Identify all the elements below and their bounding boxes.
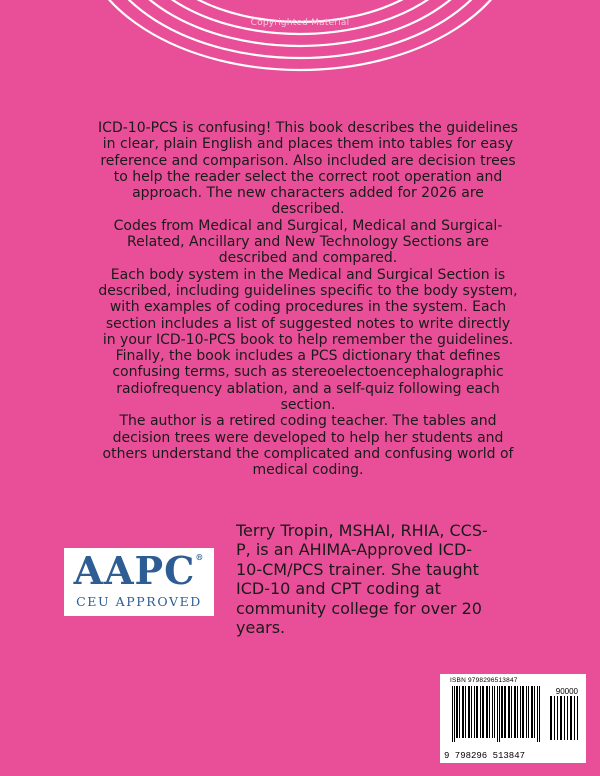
copyright-watermark: Copyrighted Material bbox=[250, 18, 350, 28]
isbn-barcode bbox=[440, 674, 586, 763]
registered-mark: ® bbox=[195, 552, 205, 562]
aapc-logo-text: AAPC® bbox=[73, 548, 205, 593]
description-paragraph: Each body system in the Medical and Surgical Section is described, including guidelines specific to the body system, with examples of coding procedures in the system. Each section includes a list of suggested notes to write directly in your ICD-10-PCS book to help remember the guidelines. bbox=[98, 266, 518, 348]
price-code: 90000 bbox=[555, 687, 578, 696]
decorative-arcs bbox=[0, 0, 600, 110]
description-paragraph: Finally, the book includes a PCS dictionary that defines confusing terms, such as stereoelectoencephalographic radiofrequency ablation, and a self-quiz following each section. bbox=[112, 348, 504, 414]
description-paragraph: Codes from Medical and Surgical, Medical and Surgical-Related, Ancillary and New Technology Sections are described and compared. bbox=[113, 217, 503, 267]
book-description bbox=[98, 120, 518, 479]
isbn-label: ISBN 9798296513847 bbox=[450, 677, 518, 684]
description-paragraph: The author is a retired coding teacher. The tables and decision trees were developed to help her students and others understand the complicated and confusing world of medical coding. bbox=[102, 413, 514, 479]
description-paragraph: ICD-10-PCS is confusing! This book describes the guidelines in clear, plain English and places them into tables for easy reference and comparison. Also included are decision trees to help the reader select the correct root operation and approach. The new characters added for 2026 are described. bbox=[98, 120, 518, 218]
barcode-digits: 9 798296 513847 bbox=[444, 751, 526, 761]
aapc-ceu-logo bbox=[64, 548, 214, 616]
ceu-approved-text: CEU APPROVED bbox=[76, 594, 202, 609]
author-bio: Terry Tropin, MSHAI, RHIA, CCS-P, is an AHIMA-Approved ICD-10-CM/PCS trainer. She taught ICD-10 and CPT coding at community college for over 20 years. bbox=[236, 521, 488, 638]
